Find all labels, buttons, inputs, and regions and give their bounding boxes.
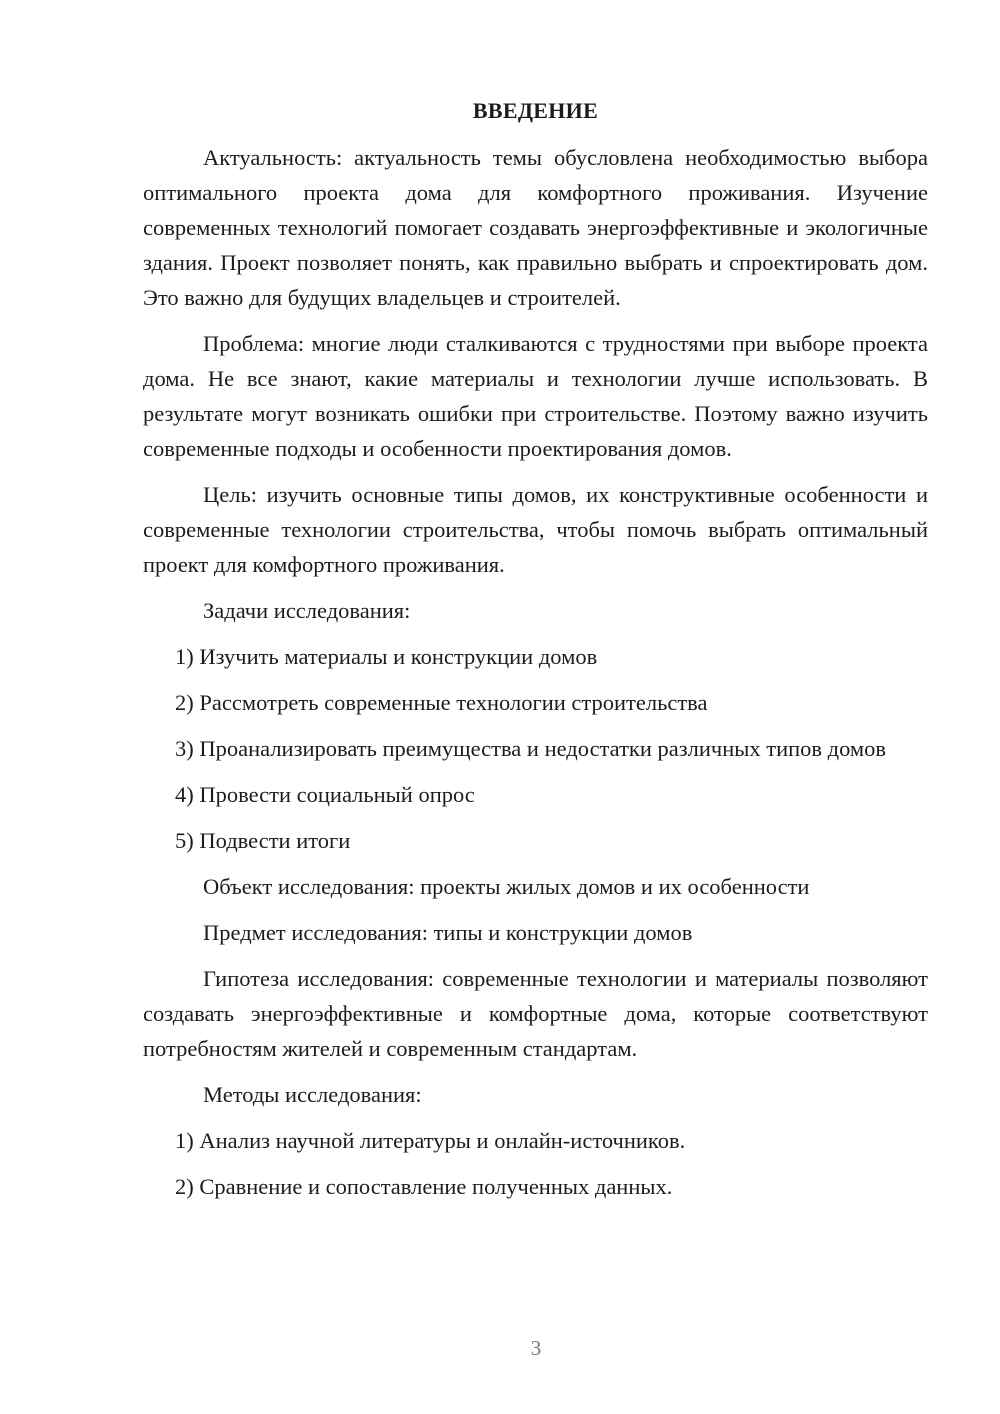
- methods-heading: Методы исследования:: [203, 1082, 422, 1107]
- task-item-1: 1) Изучить материалы и конструкции домов: [175, 644, 598, 669]
- task-item-5: 5) Подвести итоги: [175, 828, 351, 853]
- method-item-2: 2) Сравнение и сопоставление полученных данных.: [175, 1174, 673, 1199]
- research-subject: Предмет исследования: типы и конструкции домов: [203, 920, 693, 945]
- page-number: 3: [530, 1336, 542, 1360]
- relevance-paragraph: Актуальность: актуальность темы обусловлена необходимостью выбора оптимального проекта дома для комфортного проживания. Изучение современных технологий помогает создавать энергоэффективные и экологичные здания. Проект позволяет понять, как правильно выбрать и спроектировать дом. Это важно для будущих владельцев и строителей.: [143, 145, 928, 310]
- method-item-1: 1) Анализ научной литературы и онлайн-источников.: [175, 1128, 686, 1153]
- goal-paragraph: Цель: изучить основные типы домов, их конструктивные особенности и современные технологии строительства, чтобы помочь выбрать оптимальный проект для комфортного проживания.: [143, 482, 928, 577]
- task-item-4: 4) Провести социальный опрос: [175, 782, 475, 807]
- page-content: [143, 93, 928, 1215]
- task-item-3: 3) Проанализировать преимущества и недостатки различных типов домов: [175, 736, 887, 761]
- tasks-heading: Задачи исследования:: [203, 598, 411, 623]
- problem-paragraph: Проблема: многие люди сталкиваются с трудностями при выборе проекта дома. Не все знают, какие материалы и технологии лучше использовать. В результате могут возникать ошибки при строительстве. Поэтому важно изучить современные подходы и особенности проектирования домов.: [143, 331, 928, 461]
- hypothesis-paragraph: Гипотеза исследования: современные технологии и материалы позволяют создавать энергоэффективные и комфортные дома, которые соответствуют потребностям жителей и современным стандартам.: [143, 966, 928, 1061]
- task-item-2: 2) Рассмотреть современные технологии строительства: [175, 690, 708, 715]
- research-object: Объект исследования: проекты жилых домов и их особенности: [203, 874, 810, 899]
- page-title: ВВЕДЕНИЕ: [472, 98, 599, 123]
